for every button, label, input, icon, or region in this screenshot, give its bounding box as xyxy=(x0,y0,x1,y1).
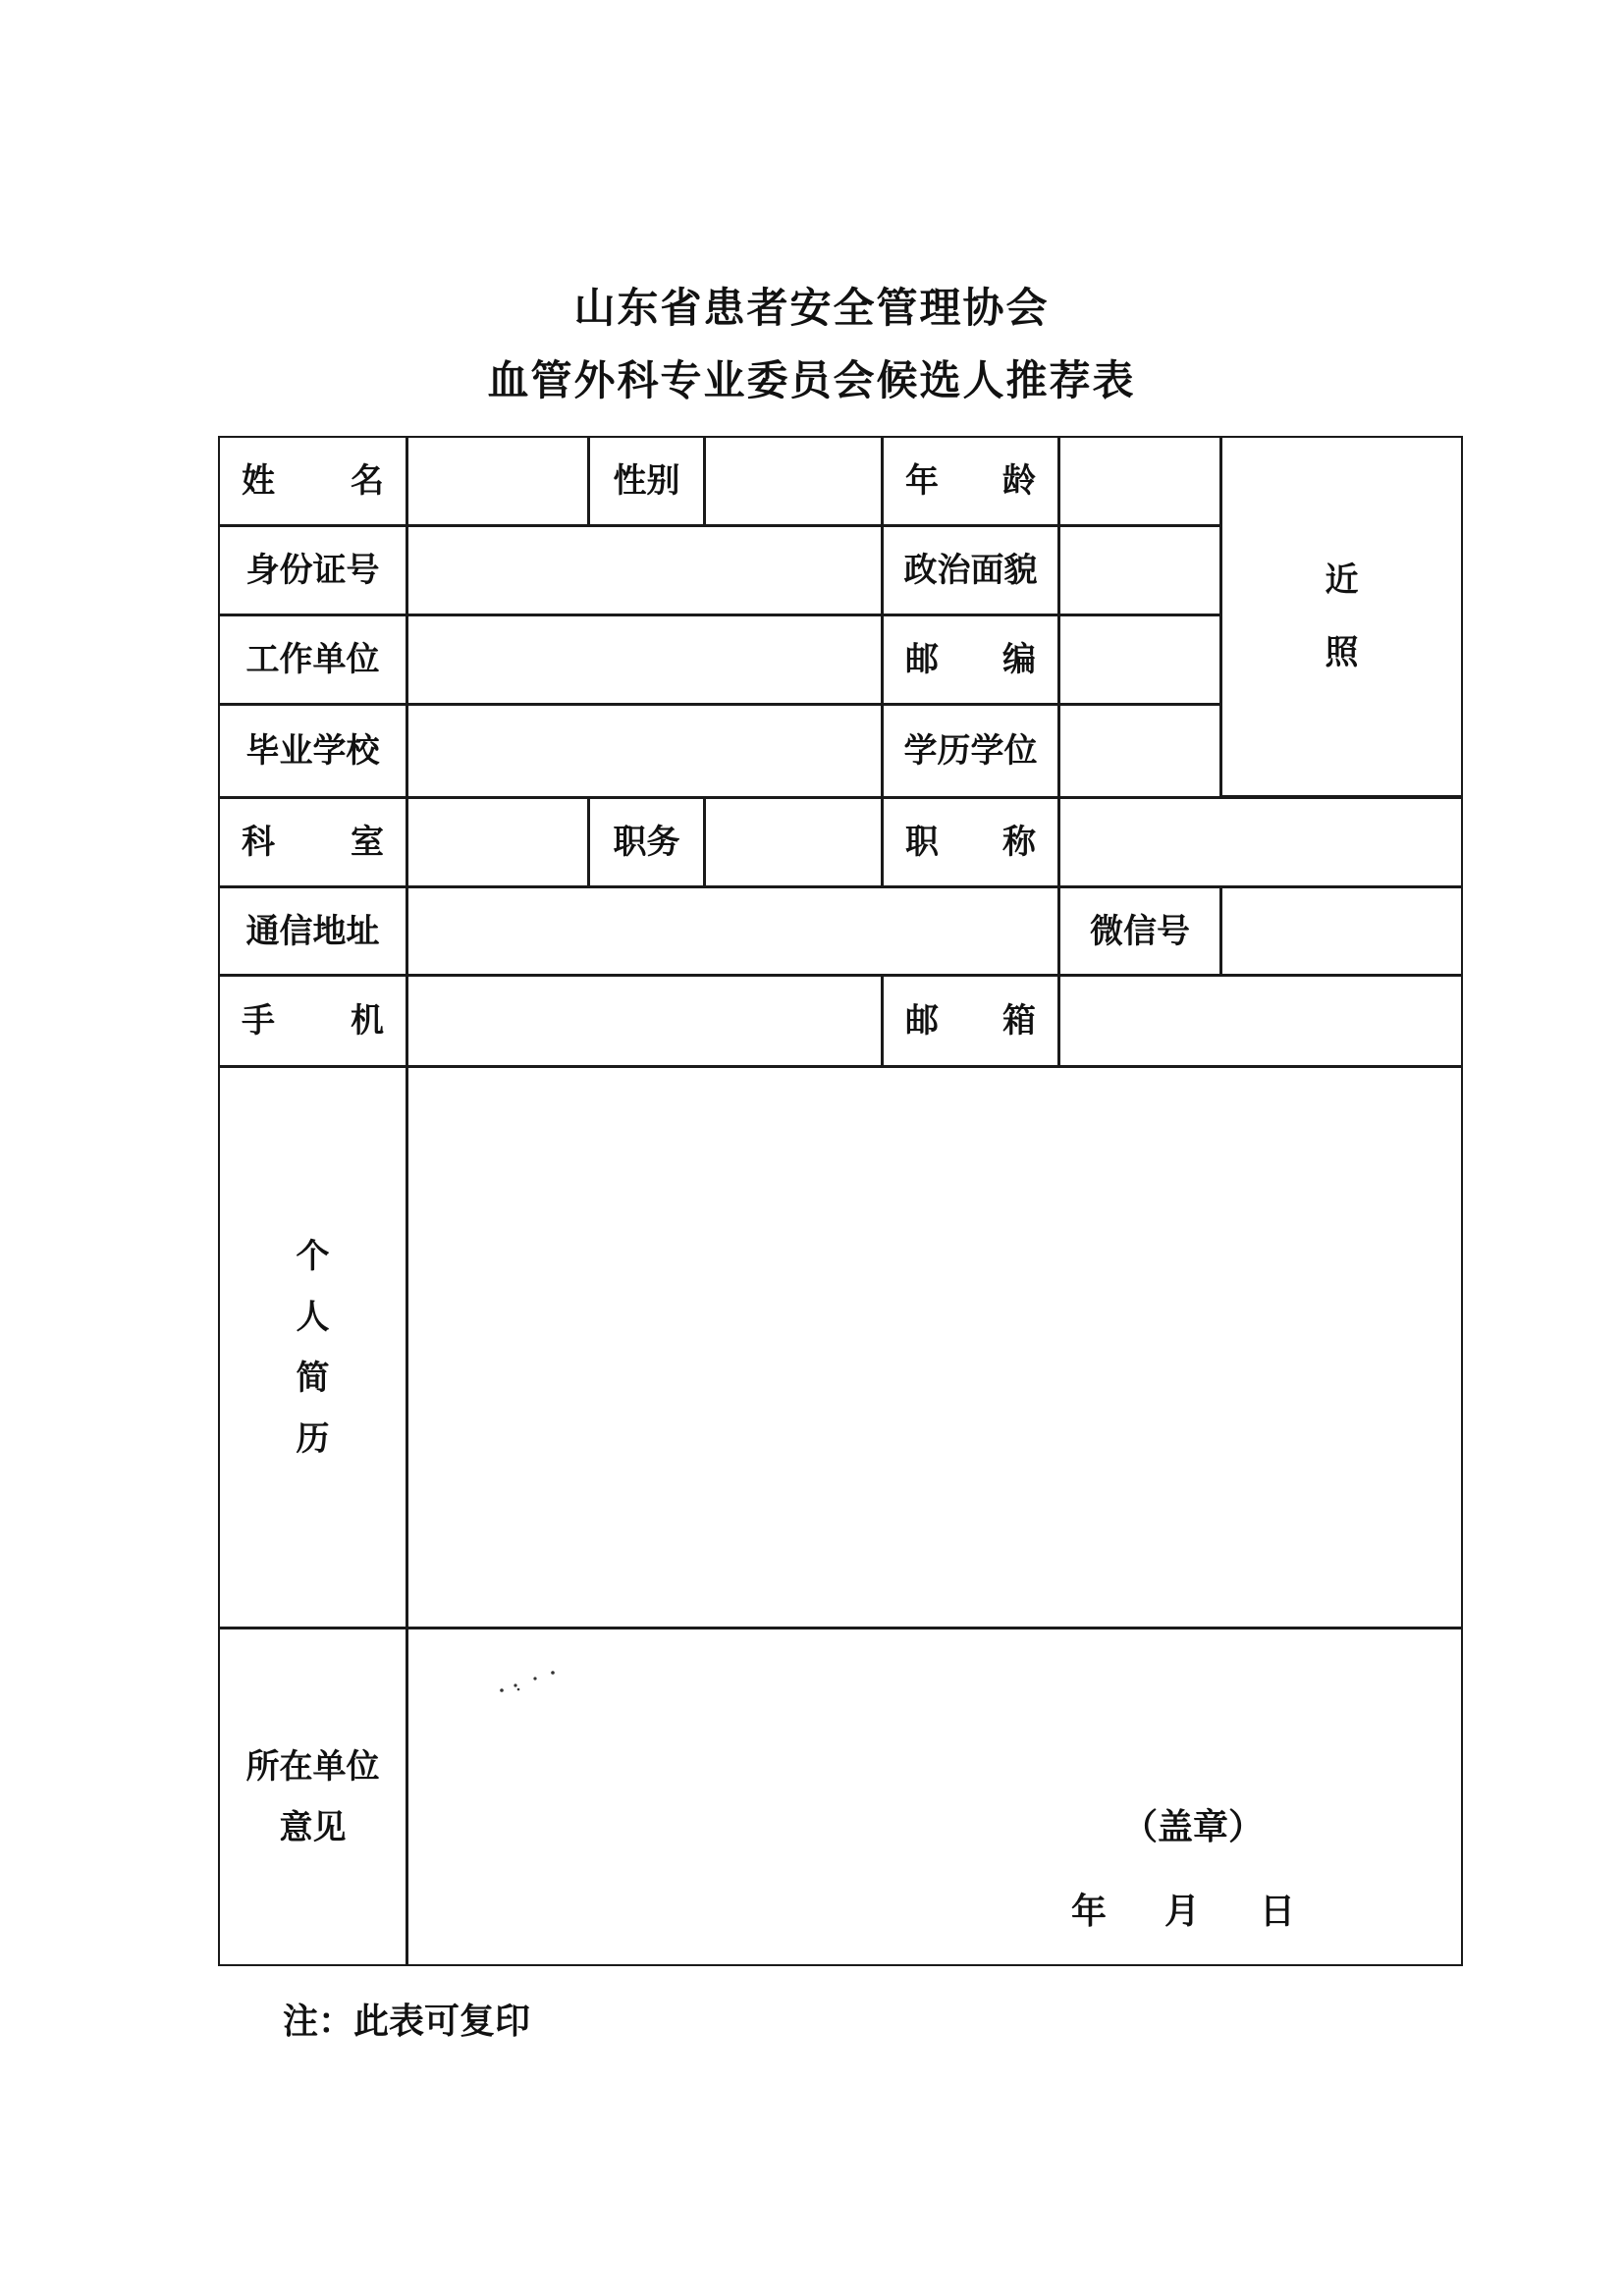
date-month-label: 月 xyxy=(1164,1892,1201,1932)
email-value[interactable] xyxy=(1058,975,1463,1067)
name-label xyxy=(218,436,407,526)
professional-title-label-char-1: 职 xyxy=(905,823,939,862)
wechat-value[interactable] xyxy=(1220,886,1463,976)
gender-label: 性别 xyxy=(588,436,705,526)
date-year-label: 年 xyxy=(1071,1892,1108,1932)
school-label: 毕业学校 xyxy=(218,704,407,798)
footer-note: 注：此表可复印 xyxy=(283,2002,531,2042)
postcode-label-char-1: 邮 xyxy=(905,640,939,679)
mobile-label-char-1: 手 xyxy=(242,1001,275,1041)
resume-label-char-4: 历 xyxy=(296,1418,330,1459)
age-label-char-2: 龄 xyxy=(1002,461,1036,501)
mobile-label-char-2: 机 xyxy=(351,1001,384,1041)
seal-text: （盖章） xyxy=(1122,1807,1265,1847)
professional-title-label-char-2: 称 xyxy=(1002,823,1036,862)
age-label-char-1: 年 xyxy=(905,461,939,501)
name-label-char-1: 姓 xyxy=(242,461,275,501)
degree-value[interactable] xyxy=(1058,704,1221,798)
workplace-label: 工作单位 xyxy=(218,614,407,705)
name-label-char-2: 名 xyxy=(351,461,384,501)
wechat-label: 微信号 xyxy=(1058,886,1221,976)
mobile-label xyxy=(218,975,407,1067)
resume-label-char-3: 简 xyxy=(296,1358,330,1398)
address-value[interactable] xyxy=(406,886,1059,976)
id-number-label: 身份证号 xyxy=(218,525,407,615)
ink-specks xyxy=(496,1657,565,1696)
department-label xyxy=(218,797,407,887)
duty-value[interactable] xyxy=(704,797,883,887)
unit-opinion-label-line-2: 意见 xyxy=(279,1807,347,1847)
resume-label-char-1: 个 xyxy=(296,1236,330,1276)
degree-label: 学历学位 xyxy=(882,704,1059,798)
department-label-char-2: 室 xyxy=(351,823,384,862)
id-number-value[interactable] xyxy=(406,525,883,615)
email-label xyxy=(882,975,1059,1067)
email-label-char-2: 箱 xyxy=(1002,1001,1036,1041)
email-label-char-1: 邮 xyxy=(905,1001,939,1041)
age-label xyxy=(882,436,1059,526)
department-label-char-1: 科 xyxy=(242,823,275,862)
professional-title-label xyxy=(882,797,1059,887)
form-title-line-1: 山东省患者安全管理协会 xyxy=(573,284,1050,332)
professional-title-value[interactable] xyxy=(1058,797,1463,887)
address-label: 通信地址 xyxy=(218,886,407,976)
date-day-label: 日 xyxy=(1260,1892,1296,1932)
recommendation-form-table xyxy=(219,437,1463,1957)
resume-value[interactable] xyxy=(406,1066,1463,1629)
unit-opinion-label xyxy=(218,1628,407,1966)
postcode-value[interactable] xyxy=(1058,614,1221,705)
school-value[interactable] xyxy=(406,704,883,798)
political-status-value[interactable] xyxy=(1058,525,1221,615)
form-title-line-2: 血管外科专业委员会候选人推荐表 xyxy=(487,356,1136,404)
department-value[interactable] xyxy=(406,797,589,887)
political-status-label: 政治面貌 xyxy=(882,525,1059,615)
resume-label xyxy=(218,1066,407,1629)
age-value[interactable] xyxy=(1058,436,1221,526)
workplace-value[interactable] xyxy=(406,614,883,705)
postcode-label xyxy=(882,614,1059,705)
duty-label: 职务 xyxy=(588,797,705,887)
photo-label-char-1: 近 xyxy=(1325,561,1359,600)
photo-label-char-2: 照 xyxy=(1325,633,1359,672)
gender-value[interactable] xyxy=(704,436,883,526)
name-value[interactable] xyxy=(406,436,589,526)
postcode-label-char-2: 编 xyxy=(1002,640,1036,679)
photo-box[interactable] xyxy=(1220,436,1463,797)
unit-opinion-value[interactable] xyxy=(406,1628,1463,1966)
unit-opinion-label-line-1: 所在单位 xyxy=(245,1746,380,1787)
mobile-value[interactable] xyxy=(406,975,883,1067)
resume-label-char-2: 人 xyxy=(296,1297,330,1337)
